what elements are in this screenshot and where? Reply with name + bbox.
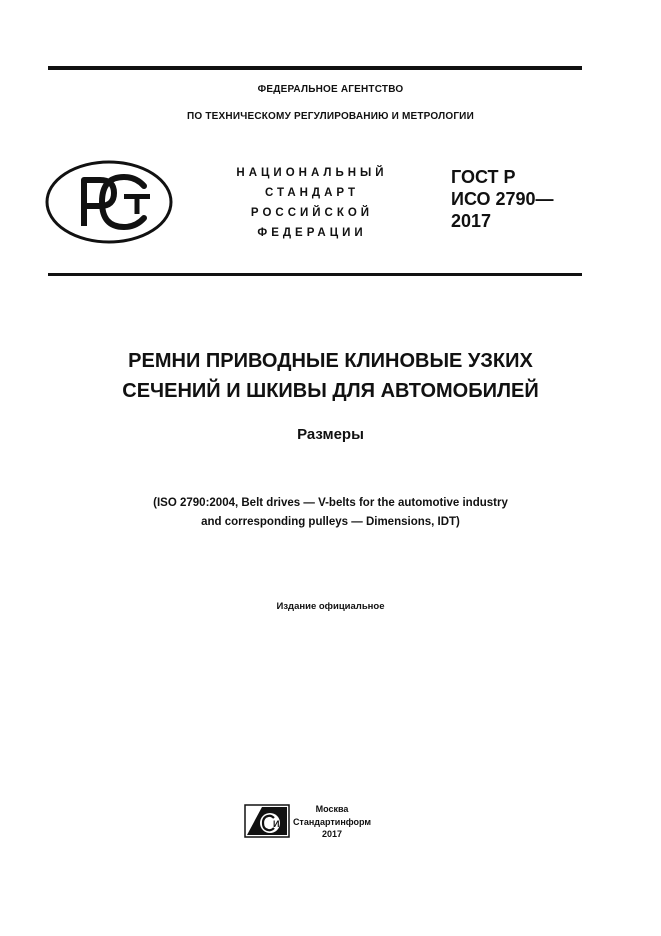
title-line1: РЕМНИ ПРИВОДНЫЕ КЛИНОВЫЕ УЗКИХ bbox=[128, 350, 533, 372]
iso-reference bbox=[0, 494, 661, 532]
gost-r-logo-icon bbox=[44, 160, 174, 244]
document-title bbox=[0, 346, 661, 406]
designation-line3: 2017 bbox=[451, 211, 492, 231]
publisher-block bbox=[292, 803, 372, 841]
edition-label: Издание официальное bbox=[276, 601, 385, 612]
standard-type-line4: ФЕДЕРАЦИИ bbox=[257, 227, 367, 239]
publisher-city: Москва bbox=[315, 804, 349, 814]
designation-line1: ГОСТ Р bbox=[451, 167, 516, 187]
iso-reference-line1: (ISO 2790:2004, Belt drives — V-belts for the automotive industry bbox=[153, 497, 508, 509]
document-subtitle: Размеры bbox=[297, 426, 364, 443]
title-line2: СЕЧЕНИЙ И ШКИВЫ ДЛЯ АВТОМОБИЛЕЙ bbox=[122, 380, 539, 402]
publisher-year: 2017 bbox=[321, 829, 343, 839]
standard-type-line2: СТАНДАРТ bbox=[265, 187, 359, 199]
agency-name-line1: ФЕДЕРАЛЬНОЕ АГЕНТСТВО bbox=[257, 84, 404, 95]
bottom-rule bbox=[48, 273, 582, 276]
designation-line2: ИСО 2790— bbox=[451, 189, 554, 209]
iso-reference-line2: and corresponding pulleys — Dimensions, IDT) bbox=[201, 516, 460, 528]
top-rule bbox=[48, 66, 582, 70]
agency-name-line2: ПО ТЕХНИЧЕСКОМУ РЕГУЛИРОВАНИЮ И МЕТРОЛОГИИ bbox=[187, 111, 474, 122]
standartinform-logo-icon bbox=[244, 804, 290, 838]
standard-type-line3: РОССИЙСКОЙ bbox=[250, 207, 374, 219]
standard-type-line1: НАЦИОНАЛЬНЫЙ bbox=[236, 167, 388, 179]
standard-type-block bbox=[212, 163, 412, 243]
standard-designation bbox=[451, 166, 554, 232]
svg-text:И: И bbox=[273, 819, 280, 829]
publisher-name: Стандартинформ bbox=[292, 816, 372, 827]
